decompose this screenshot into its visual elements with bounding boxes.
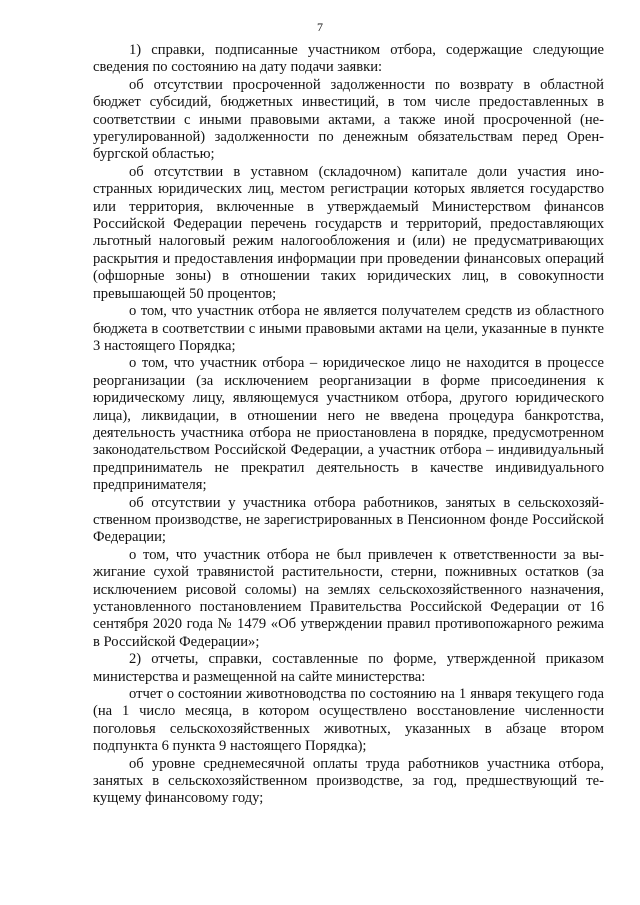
paragraph-average-wage: об уровне среднемесячной оплаты труда работников участника отбора, занятых в сельскохозяйственном производстве, за год, предшествующий текущему финансовому году; [93,755,604,807]
paragraph-no-unregistered-workers: об отсутствии у участника отбора работников, занятых в сельскохозяйственном производстве, не зарегистрированных в Пенсионном фонде Российской Федерации; [93,494,604,546]
paragraph-livestock-report: отчет о состоянии животноводства по состоянию на 1 января текущего года (на 1 число месяца, в котором осуществлено восстановление численности поголовья сельскохозяйственных животных, указанных в абзаце втором подпункта 6 пункта 9 настоящего Порядка); [93,686,604,755]
paragraph-reports-intro: 2) отчеты, справки, составленные по форме, утвержденной приказом министерства и размещенной на сайте министерства: [93,651,604,685]
paragraph-no-offshore-share: об отсутствии в уставном (складочном) капитале доли участия иностранных юридических лиц, местом регистрации которых является государство или территория, включенные в утверждаемый Министерством финансов Российской Федерации перечень государств и территорий, предоставляющих льготный налоговый режим налогообложения и (или) не предусматривающих раскрытия и предоставления информации при проведении финансовых операций (офшорные зоны) в отношении таких юридических лиц, в совокупности превышающей 50 процентов; [93,163,604,302]
paragraph-no-overdue-debt: об отсутствии просроченной задолженности по возврату в областной бюджет субсидий, бюджетных инвестиций, в том числе предоставленных в соответствии с иными правовыми актами, а также иной просроченной (неурегулированной) задолженности по денежным обязательствам перед Оренбургской областью; [93,76,604,163]
paragraph-no-burning-liability: о том, что участник отбора не был привлечен к ответственности за выжигание сухой травянистой растительности, стерни, пожнивных остатков (за исключением рисовой соломы) на землях сельскохозяйственного назначения, установленного постановлением Правительства Российской Федерации от 16 сентября 2020 года № 1479 «Об утверждении правил противопожарного режима в Российской Федерации»; [93,546,604,650]
document-body [93,42,604,808]
paragraph-not-budget-recipient: о том, что участник отбора не является получателем средств из областного бюджета в соответствии с иными правовыми актами на цели, указанные в пункте 3 настоящего Порядка; [93,303,604,354]
paragraph-no-reorganization: о том, что участник отбора – юридическое лицо не находится в процессе реорганизации (за исключением реорганизации в форме присоединения к юридическому лицу, являющемуся участником отбора, другого юридического лица), ликвидации, в отношении него не введена процедура банкротства, деятельность участника отбора не приостановлена в порядке, предусмотренном законодательством Российской Федерации, а участник отбора – индивидуальный предприниматель не прекратил деятельность в качестве индивидуального предпринимателя; [93,355,604,494]
page-number: 7 [317,20,323,34]
paragraph-certificates-intro: 1) справки, подписанные участником отбора, содержащие следующие сведения по состоянию на дату подачи заявки: [93,42,604,76]
